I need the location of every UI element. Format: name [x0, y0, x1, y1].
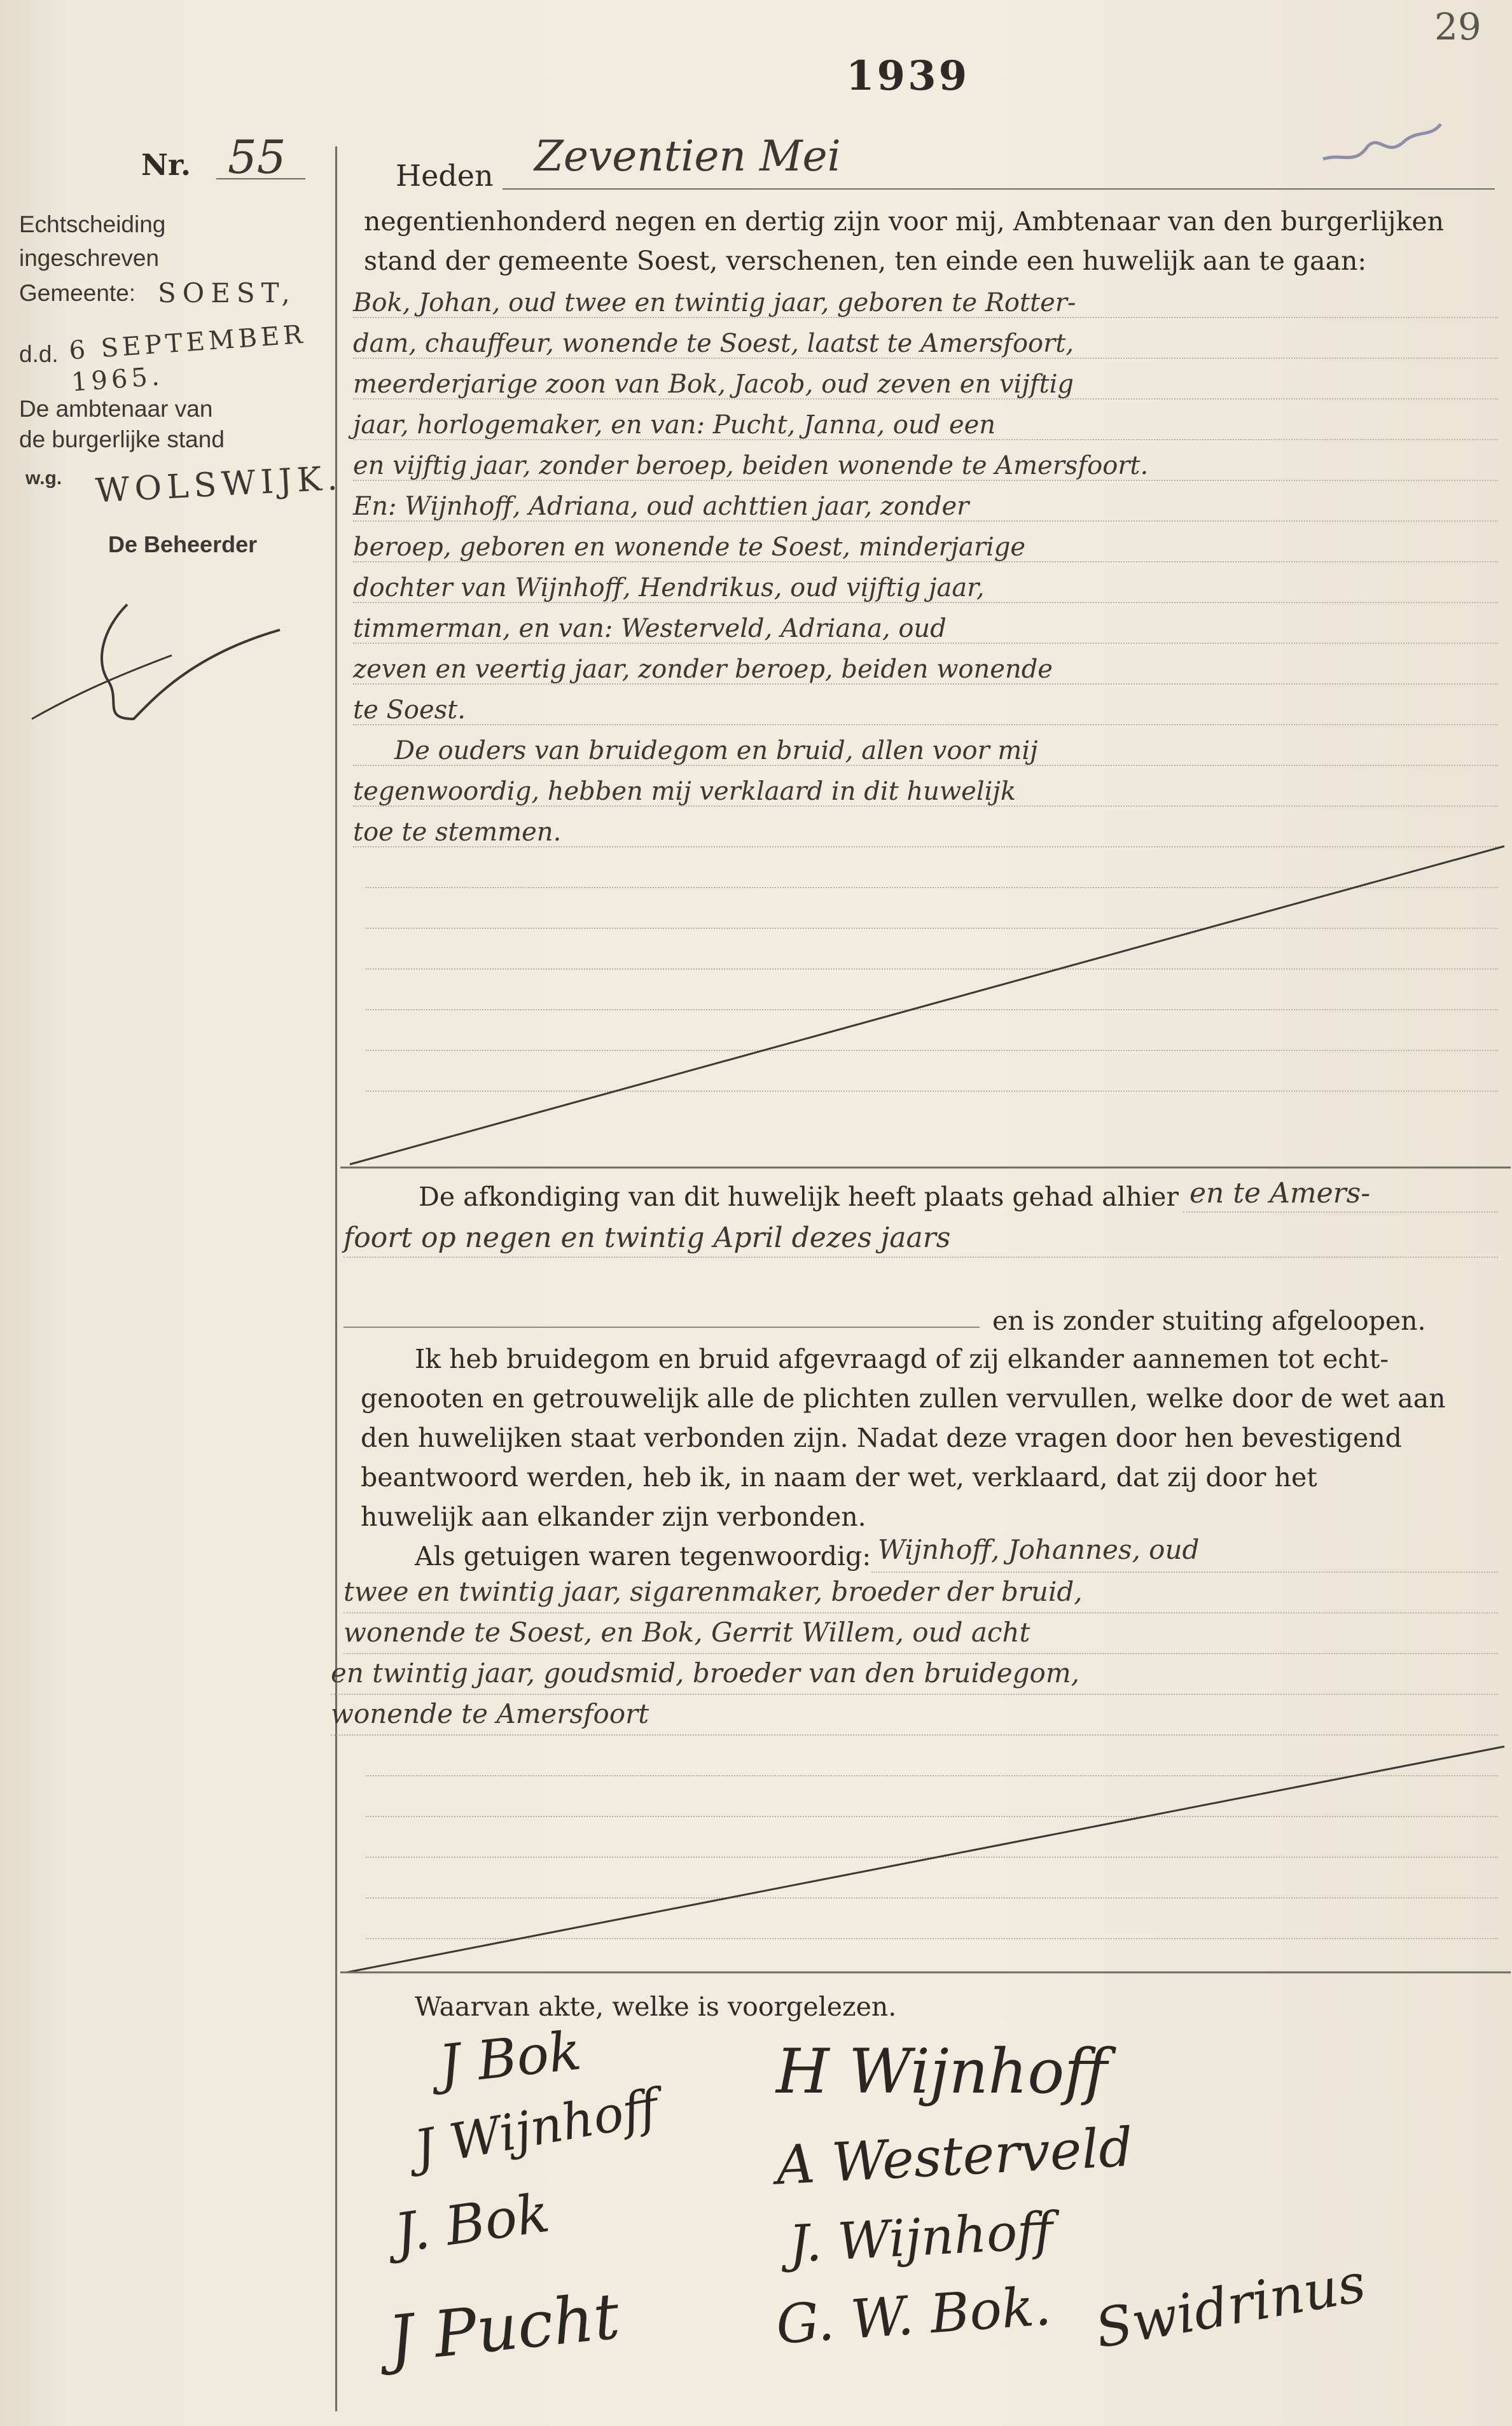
- paraph-icon: [1317, 115, 1444, 178]
- record-number-underline: [216, 178, 305, 179]
- afkondiging-hand-2: foort op negen en twintig April dezes jaars: [343, 1222, 951, 1254]
- cancel-stroke: [337, 1737, 1512, 1979]
- party-line: te Soest.: [353, 695, 466, 725]
- signature-official: Swidrinus: [1090, 2251, 1370, 2360]
- rule: [871, 1572, 1498, 1573]
- heden-date-handwritten: Zeventien Mei: [534, 132, 841, 181]
- signature-right: H Wijnhoff: [776, 2036, 1108, 2107]
- margin-divider: [335, 146, 337, 2411]
- margin-dd-label: d.d.: [19, 341, 59, 367]
- rule: [343, 1653, 1498, 1654]
- party-line: dochter van Wijnhoff, Hendrikus, oud vijftig jaar,: [353, 573, 985, 603]
- record-number-value: 55: [228, 130, 286, 184]
- vows-line: Ik heb bruidegom en bruid afgevraagd of zij elkander aannemen tot echt-: [415, 1344, 1389, 1374]
- getuigen-line: Wijnhoff, Johannes, oud: [878, 1534, 1200, 1565]
- record-number-label: Nr.: [141, 148, 191, 182]
- party-line: zeven en veertig jaar, zonder beroep, beiden wonende: [353, 655, 1053, 684]
- margin-burgerlijke-stand: de burgerlijke stand: [19, 426, 225, 452]
- rule: [353, 724, 1498, 725]
- margin-wg: w.g.: [25, 468, 62, 489]
- intro-line-2: stand der gemeente Soest, verschenen, ten einde een huwelijk aan te gaan:: [364, 246, 1367, 276]
- party-line: en vijftig jaar, zonder beroep, beiden wonende te Amersfoort.: [353, 451, 1149, 480]
- rule: [331, 1734, 1498, 1736]
- margin-ambtenaar: De ambtenaar van: [19, 396, 213, 422]
- heden-label: Heden: [396, 158, 494, 193]
- margin-gemeente-value: SOEST,: [158, 277, 296, 309]
- party-line: dam, chauffeur, wonende te Soest, laatst te Amersfoort,: [353, 329, 1074, 358]
- getuigen-line: en twintig jaar, goudsmid, broeder van den bruidegom,: [331, 1657, 1080, 1689]
- page-number: 29: [1434, 5, 1481, 48]
- heden-underline: [503, 188, 1495, 190]
- stuiting-text: en is zonder stuiting afgeloopen.: [992, 1306, 1426, 1336]
- party-line: beroep, geboren en wonende te Soest, minderjarige: [353, 533, 1026, 562]
- signature-left: J. Bok: [391, 2181, 553, 2265]
- cancel-stroke: [337, 840, 1512, 1171]
- margin-ingeschreven: ingeschreven: [19, 245, 160, 271]
- signature-left: J Wijnhoff: [410, 2079, 663, 2178]
- getuigen-label: Als getuigen waren tegenwoordig:: [415, 1541, 871, 1572]
- getuigen-line: twee en twintig jaar, sigarenmaker, broeder der bruid,: [343, 1576, 1083, 1607]
- signature-right: J. Wijnhoff: [787, 2201, 1055, 2274]
- afkondiging-text: De afkondiging van dit huwelijk heeft plaats gehad alhier: [419, 1182, 1179, 1212]
- signature-left: J Bok: [436, 2019, 585, 2096]
- consent-line: toe te stemmen.: [353, 818, 562, 847]
- consent-line: tegenwoordig, hebben mij verklaard in dit huwelijk: [353, 777, 1016, 806]
- rule: [1183, 1211, 1498, 1213]
- signature-left: J Pucht: [384, 2278, 623, 2377]
- margin-beheerder: De Beheerder: [108, 531, 258, 557]
- rule: [331, 1694, 1498, 1695]
- rule: [343, 1612, 1498, 1614]
- party-line: En: Wijnhoff, Adriana, oud achttien jaar, zonder: [353, 492, 969, 521]
- consent-line: De ouders van bruidegom en bruid, allen voor mij: [394, 736, 1038, 765]
- year-heading: 1939: [846, 52, 970, 100]
- vows-line: huwelijk aan elkander zijn verbonden.: [361, 1502, 866, 1532]
- party-line: meerderjarige zoon van Bok, Jacob, oud zeven en vijftig: [353, 370, 1074, 399]
- margin-official-name: WOLSWIJK.: [94, 459, 343, 511]
- afkondiging-hand-1: en te Amers-: [1189, 1177, 1371, 1210]
- margin-echtscheiding: Echtscheiding: [19, 211, 166, 237]
- margin-gemeente-label: Gemeente:: [19, 280, 136, 306]
- getuigen-line: wonende te Amersfoort: [331, 1698, 649, 1729]
- party-line: jaar, horlogemaker, en van: Pucht, Janna, oud een: [353, 410, 996, 440]
- waarvan-text: Waarvan akte, welke is voorgelezen.: [415, 1991, 897, 2022]
- vows-line: den huwelijken staat verbonden zijn. Nadat deze vragen door hen bevestigend: [361, 1423, 1402, 1453]
- rule: [343, 1327, 980, 1328]
- rule: [343, 1257, 1498, 1258]
- vows-line: genooten en getrouwelijk alle de plichten zullen vervullen, welke door de wet aan: [361, 1383, 1446, 1414]
- margin-signature-icon: [25, 592, 293, 738]
- signature-right: A Westerveld: [774, 2116, 1135, 2197]
- party-line: Bok, Johan, oud twee en twintig jaar, geboren te Rotter-: [353, 288, 1076, 317]
- getuigen-line: wonende te Soest, en Bok, Gerrit Willem, oud acht: [343, 1617, 1030, 1648]
- party-line: timmerman, en van: Westerveld, Adriana, oud: [353, 614, 947, 643]
- margin-date-value: 6 SEPTEMBER 1965.: [68, 319, 307, 398]
- intro-line-1: negentienhonderd negen en dertig zijn voor mij, Ambtenaar van den burgerlijken: [364, 206, 1445, 237]
- signature-right: G. W. Bok.: [774, 2275, 1053, 2356]
- vows-line: beantwoord werden, heb ik, in naam der wet, verklaard, dat zij door het: [361, 1462, 1317, 1493]
